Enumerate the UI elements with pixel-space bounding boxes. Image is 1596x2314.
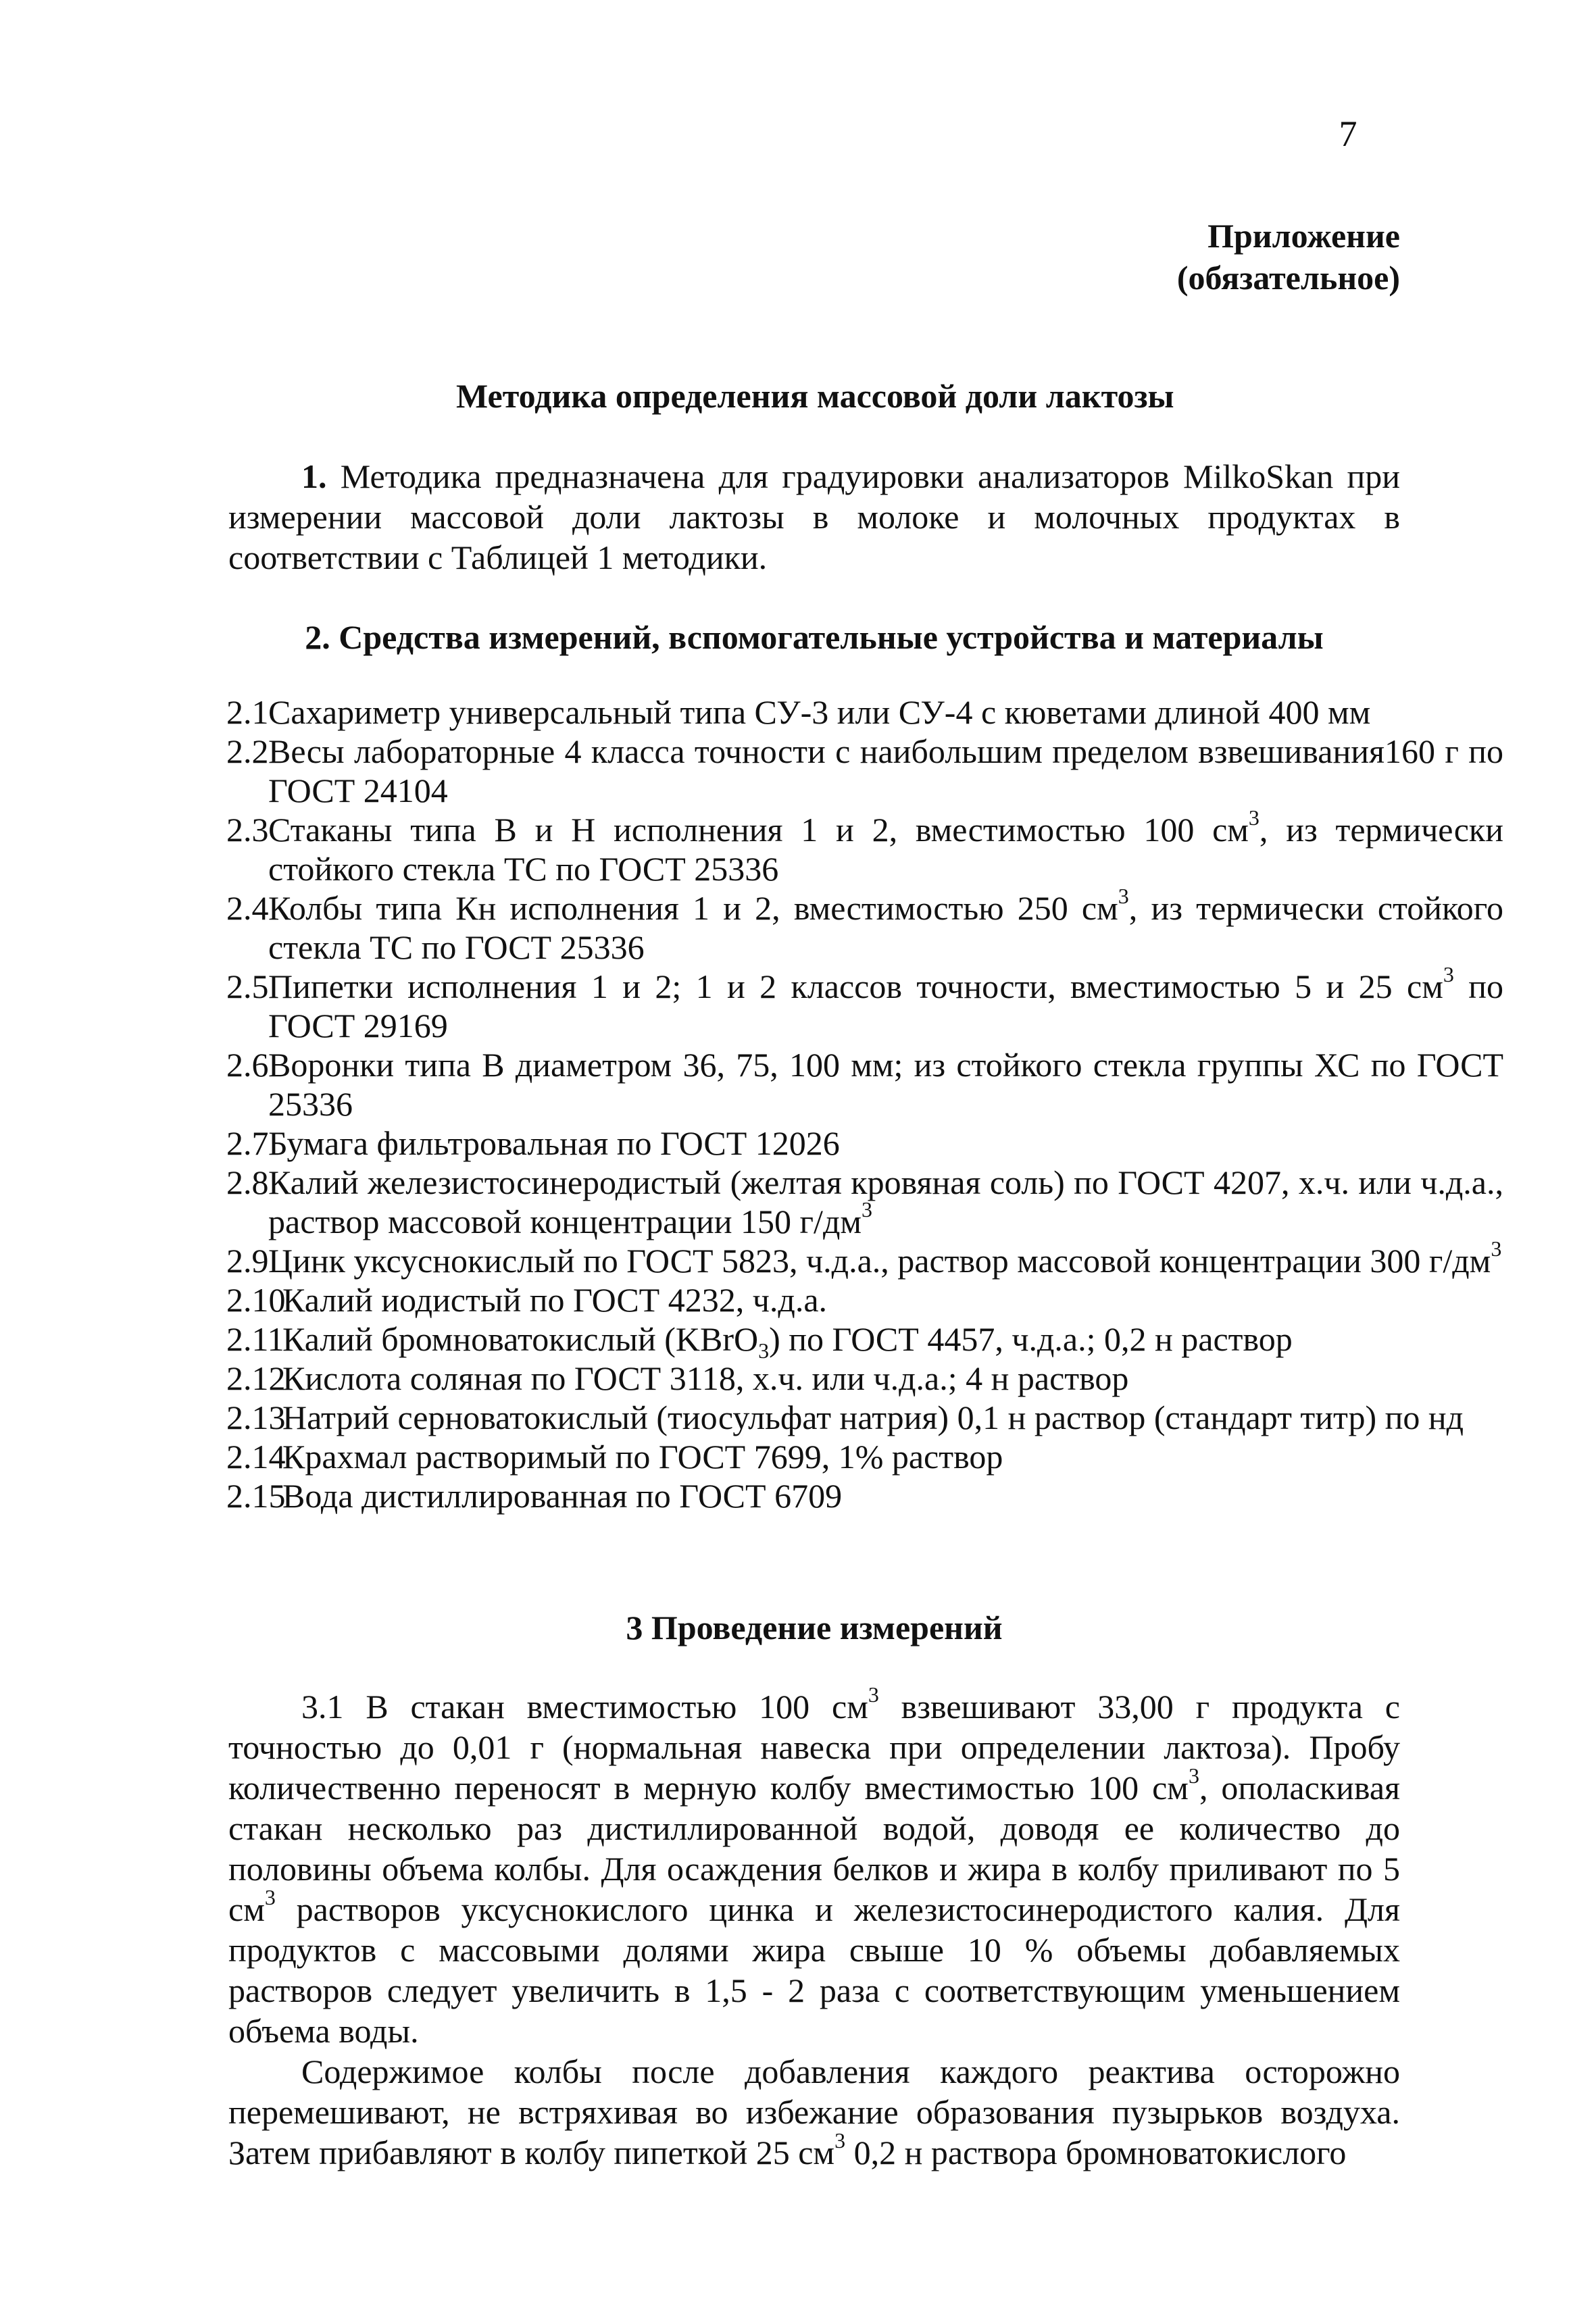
page-number: 7 [1339,114,1357,154]
section-2-heading: 2. Средства измерений, вспомогательные устройства и материалы [305,618,1324,656]
paragraph-3-1-continued: Содержимое колбы после добавления каждого реактива осторожно перемешивают, не встряхивая во избежание образования пузырьков воздуха. Затем прибавляют в колбу пипеткой 25 $см^3$ 0,2 н раствора бромноватокислого [228,2053,1400,2171]
section-3-body [228,1682,1401,2173]
appendix-label [1177,215,1400,299]
list-item: 2.2 Весы лабораторные 4 класса точности с наибольшим пределом взвешивания160 г по ГОСТ 24104 [226,732,1503,809]
list-item: 2.7 Бумага фильтровальная по ГОСТ 12026 [226,1124,840,1162]
list-item: 2.13 Натрий серноватокислый (тиосульфат натрия) 0,1 н раствор (стандарт титр) по нд [226,1399,1464,1436]
list-item: 2.9 Цинк уксуснокислый по ГОСТ 5823, ч.д.а., раствор массовой концентрации 300 $г/дм^3$ [226,1236,1502,1280]
list-item: 2.3 Стаканы типа В и Н исполнения 1 и 2, вместимостью 100 $см^3$, из термически стойкого стекла ТС по ГОСТ 25336 [226,805,1503,888]
list-item: 2.10 Калий иодистый по ГОСТ 4232, ч.д.а. [226,1281,828,1319]
list-item: 2.1 Сахариметр универсальный типа СУ-3 или СУ-4 с кюветами длиной 400 мм [226,693,1371,731]
section-1-text: Методика предназначена для градуировки анализаторов MilkoSkan при измерении массовой доли лактозы в молоке и молочных продуктах в соответствии с Таблицей 1 методики. [228,457,1400,576]
section-1-paragraph [228,456,1400,578]
section-1-number: 1. [301,457,327,495]
list-item: 2.8 Калий железистосинеродистый (желтая кровяная соль) по ГОСТ 4207, х.ч. или ч.д.а., раствор массовой концентрации 150 $г/дм^3$ [226,1163,1503,1240]
list-item: 2.6 Воронки типа В диаметром 36, 75, 100 мм; из стойкого стекла группы ХС по ГОСТ 25336 [226,1046,1503,1123]
equipment-list [226,693,1503,1515]
list-item: 2.4 Колбы типа Кн исполнения 1 и 2, вместимостью 250 $см^3$, из термически стойкого стекла ТС по ГОСТ 25336 [226,884,1503,966]
list-item: 2.12 Кислота соляная по ГОСТ 3118, х.ч. или ч.д.а.; 4 н раствор [226,1359,1129,1397]
list-item: 2.5 Пипетки исполнения 1 и 2; 1 и 2 классов точности, вместимостью 5 и 25 $см^3$ по ГОСТ 29169 [226,962,1503,1045]
list-item: 2.11 Калий бромноватокислый (KBrO$_3$) по ГОСТ 4457, ч.д.а.; 0,2 н раствор [226,1320,1293,1363]
appendix-status: (обязательное) [1176,259,1400,297]
list-item: 2.14 Крахмал растворимый по ГОСТ 7699, 1% раствор [226,1438,1003,1476]
section-3-heading: 3 Проведение измерений [626,1609,1003,1646]
paragraph-3-1: 3.1 В стакан вместимостью 100 $см^3$ взвешивают 33,00 г продукта с точностью до 0,01 г (нормальная навеска при определении лактоза). Пробу количественно переносят в мерную колбу вместимостью 100 $см^3$, ополаскивая стакан несколько раз дистиллированной водой, доводя ее количество до половины объема колбы. Для осаждения белков и жира в колбу приливают по 5 $см^3$ растворов уксуснокислого цинка и железистосинеродистого калия. Для продуктов с массовыми долями жира свыше 10 % объемы добавляемых растворов следует увеличить в 1,5 - 2 раза с соответствующим уменьшением объема воды. [228,1682,1401,2050]
document-title: Методика определения массовой доли лактозы [456,377,1174,415]
appendix-title: Приложение [1207,217,1400,255]
list-item: 2.15 Вода дистиллированная по ГОСТ 6709 [226,1477,843,1515]
